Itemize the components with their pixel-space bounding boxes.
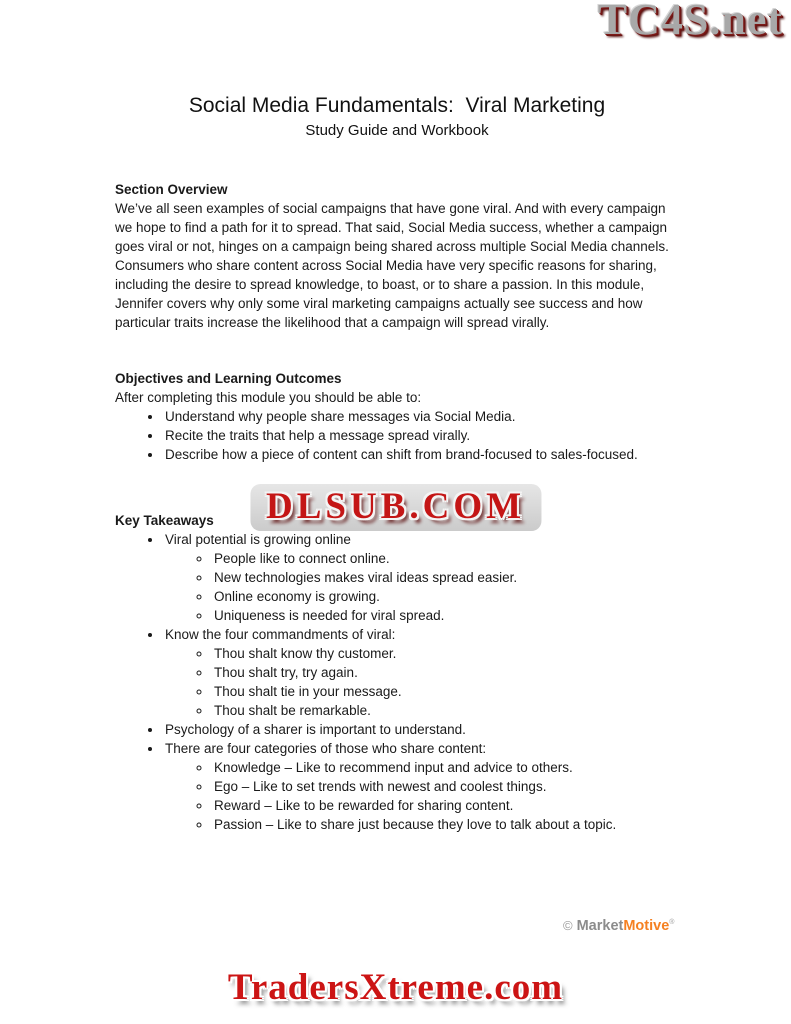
logo-motive-text: Motive bbox=[623, 918, 670, 934]
list-item: • Understand why people share messages via Social Media. bbox=[163, 407, 679, 426]
list-item: ◦ Thou shalt try, try again. bbox=[212, 663, 679, 682]
watermark-tradersxtreme: TradersXtreme.com bbox=[227, 967, 564, 1008]
list-item: • Describe how a piece of content can shift from brand-focused to sales-focused. bbox=[163, 445, 679, 464]
list-item: ◦ Thou shalt tie in your message. bbox=[212, 682, 679, 701]
list-item bbox=[163, 720, 679, 739]
objectives-intro: After completing this module you should be able to: bbox=[115, 390, 422, 405]
sub-list bbox=[165, 758, 679, 834]
list-item: ◦ Knowledge – Like to recommend input and advice to others. bbox=[212, 758, 679, 777]
section-overview-body: We’ve all seen examples of social campaigns that have gone viral. And with every campaign we hope to find a path for it to spread. That said, Social Media success, whether a campaign goes viral or not, hinges on a campaign being shared across multiple Social Media channels. Consumers who share content across Social Media have very specific reasons for sharing, including the desire to spread knowledge, to boast, or to share a passion. In this module, Jennifer covers why only some viral marketing campaigns actually see success and how particular traits increase the likelihood that a campaign will spread virally. bbox=[115, 201, 669, 330]
copyright-icon: © bbox=[563, 918, 573, 933]
watermark-dlsub: DLSUB.COM bbox=[250, 484, 541, 531]
sub-list bbox=[165, 644, 679, 720]
list-item: ◦ Reward – Like to be rewarded for sharing content. bbox=[212, 796, 679, 815]
key-takeaways-list bbox=[115, 530, 679, 834]
list-item-text: There are four categories of those who share content: bbox=[165, 741, 487, 756]
page-subtitle: Study Guide and Workbook bbox=[305, 122, 489, 139]
list-item-text: Know the four commandments of viral: bbox=[165, 627, 396, 642]
page-content bbox=[0, 94, 791, 834]
list-item: ◦ Passion – Like to share just because they love to talk about a topic. bbox=[212, 815, 679, 834]
objectives-list bbox=[115, 407, 679, 464]
key-takeaways-heading: Key Takeaways bbox=[115, 513, 214, 528]
list-item: ◦ New technologies makes viral ideas spread easier. bbox=[212, 568, 679, 587]
list-item: • Recite the traits that help a message spread virally. bbox=[163, 426, 679, 445]
objectives-heading: Objectives and Learning Outcomes bbox=[115, 371, 342, 386]
list-item: ◦ Online economy is growing. bbox=[212, 587, 679, 606]
list-item: ◦ Thou shalt know thy customer. bbox=[212, 644, 679, 663]
list-item: ◦ Uniqueness is needed for viral spread. bbox=[212, 606, 679, 625]
list-item: ◦ People like to connect online. bbox=[212, 549, 679, 568]
list-item bbox=[163, 625, 679, 720]
page-title: Social Media Fundamentals: Viral Marketing bbox=[188, 94, 606, 117]
section-overview-heading: Section Overview bbox=[115, 182, 228, 197]
list-item: ◦ Thou shalt be remarkable. bbox=[212, 701, 679, 720]
marketmotive-logo bbox=[563, 918, 674, 934]
logo-market-text: Market bbox=[576, 918, 624, 934]
list-item-text: Psychology of a sharer is important to understand. bbox=[165, 722, 466, 737]
sub-list bbox=[165, 549, 679, 625]
list-item: ◦ Ego – Like to set trends with newest and coolest things. bbox=[212, 777, 679, 796]
list-item bbox=[163, 530, 679, 625]
list-item-text: Viral potential is growing online bbox=[165, 532, 351, 547]
registered-mark-icon: ® bbox=[669, 919, 675, 927]
list-item bbox=[163, 739, 679, 834]
watermark-tc4s: TC4S.net bbox=[597, 0, 783, 44]
